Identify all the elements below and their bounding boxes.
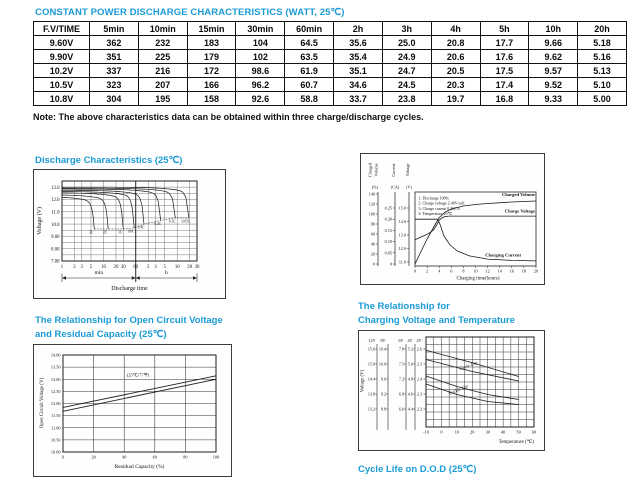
svg-text:1C: 1C — [118, 230, 123, 235]
column-header: 5h — [480, 22, 529, 36]
svg-text:7.2: 7.2 — [398, 376, 404, 382]
value-cell: 323 — [90, 78, 139, 92]
svg-text:3C: 3C — [89, 230, 94, 235]
value-cell: 34.6 — [334, 78, 383, 92]
svg-text:0.25: 0.25 — [384, 205, 392, 211]
svg-text:2.3: 2.3 — [416, 391, 422, 397]
svg-text:18: 18 — [521, 268, 526, 274]
svg-text:20: 20 — [187, 265, 193, 270]
svg-text:11.0: 11.0 — [51, 210, 60, 216]
svg-text:80: 80 — [370, 221, 375, 227]
svg-text:13.0: 13.0 — [51, 185, 60, 191]
svg-text:60: 60 — [531, 429, 537, 435]
discharge-characteristics-chart — [33, 169, 226, 299]
svg-text:5: 5 — [89, 265, 93, 270]
svg-text:Voltage (V): Voltage (V) — [360, 369, 366, 393]
svg-text:2.2: 2.2 — [416, 406, 422, 412]
svg-text:5.2: 5.2 — [407, 346, 413, 352]
column-header: 15min — [187, 22, 236, 36]
value-cell: 304 — [90, 92, 139, 106]
ocv-chart-title-line2: and Residual Capacity (25℃) — [35, 329, 167, 340]
svg-text:8.00: 8.00 — [51, 247, 60, 253]
svg-text:14.00: 14.00 — [50, 352, 61, 358]
svg-text:Residual Capacity (%): Residual Capacity (%) — [114, 464, 165, 470]
value-cell: 60.7 — [285, 78, 334, 92]
value-cell: 16.8 — [480, 92, 529, 106]
svg-text:14: 14 — [497, 268, 502, 274]
value-cell: 58.8 — [285, 92, 334, 106]
svg-text:-10: -10 — [423, 429, 429, 435]
svg-text:20: 20 — [91, 454, 96, 460]
svg-text:h: h — [164, 270, 168, 276]
svg-text:10.50: 10.50 — [50, 437, 61, 443]
column-header: F.V/TIME — [34, 22, 90, 36]
svg-text:2V: 2V — [416, 338, 422, 343]
svg-text:100: 100 — [212, 454, 220, 460]
svg-text:12.00: 12.00 — [50, 401, 61, 406]
svg-text:12.0: 12.0 — [51, 198, 60, 204]
temp-chart-svg — [359, 331, 544, 450]
svg-text:7.8: 7.8 — [398, 346, 404, 352]
svg-text:0: 0 — [413, 268, 417, 274]
svg-text:0.1C: 0.1C — [168, 219, 176, 224]
svg-text:14.0: 14.0 — [398, 219, 406, 224]
value-cell: 17.5 — [480, 64, 529, 78]
svg-text:0.2C: 0.2C — [154, 221, 162, 226]
value-cell: 61.9 — [285, 64, 334, 78]
svg-text:Temperature (℃): Temperature (℃) — [498, 440, 534, 445]
svg-text:4.6: 4.6 — [407, 391, 413, 397]
svg-text:12: 12 — [485, 268, 490, 274]
svg-text:9.6: 9.6 — [380, 376, 386, 382]
cycle-life-title: Cycle Life on D.O.D (25℃) — [358, 464, 477, 475]
svg-text:0.15: 0.15 — [384, 227, 392, 233]
svg-text:13.50: 13.50 — [50, 364, 61, 370]
value-cell: 92.6 — [236, 92, 285, 106]
svg-text:Volume: Volume — [373, 163, 379, 177]
value-cell: 19.7 — [431, 92, 480, 106]
value-cell: 20.5 — [431, 64, 480, 78]
ocv-chart-svg — [34, 345, 231, 476]
column-header: 10min — [138, 22, 187, 36]
svg-text:10: 10 — [473, 268, 478, 274]
value-cell: 5.13 — [578, 64, 627, 78]
svg-text:0.20: 0.20 — [384, 216, 392, 222]
value-cell: 64.5 — [285, 36, 334, 50]
svg-text:9.2: 9.2 — [380, 391, 386, 397]
svg-text:13.8: 13.8 — [367, 391, 375, 397]
svg-text:0.10: 0.10 — [384, 239, 392, 245]
column-header: 5min — [90, 22, 139, 36]
table-row — [34, 92, 627, 106]
discharge-chart-title: Discharge Characteristics (25℃) — [35, 155, 183, 166]
row-header-cell: 10.8V — [34, 92, 90, 106]
svg-text:11.00: 11.00 — [50, 425, 61, 431]
column-header: 30min — [236, 22, 285, 36]
value-cell: 216 — [138, 64, 187, 78]
value-cell: 20.3 — [431, 78, 480, 92]
svg-text:7.5: 7.5 — [398, 361, 404, 367]
svg-text:Charge Voltage: Charge Voltage — [504, 208, 535, 214]
value-cell: 35.6 — [334, 36, 383, 50]
value-cell: 17.7 — [480, 36, 529, 50]
value-cell: 63.5 — [285, 50, 334, 64]
svg-text:0.6C: 0.6C — [127, 229, 135, 234]
svg-text:Charging time(hours): Charging time(hours) — [456, 276, 500, 282]
svg-text:3: 3 — [80, 265, 83, 270]
value-cell: 102 — [236, 50, 285, 64]
svg-text:20: 20 — [370, 251, 375, 257]
row-header-cell: 10.2V — [34, 64, 90, 78]
svg-text:40: 40 — [122, 454, 127, 460]
row-header-cell: 9.90V — [34, 50, 90, 64]
value-cell: 5.16 — [578, 50, 627, 64]
value-cell: 9.62 — [529, 50, 578, 64]
table-body — [34, 36, 627, 106]
charging-characteristics-chart — [360, 153, 545, 285]
value-cell: 20.8 — [431, 36, 480, 50]
svg-text:60: 60 — [133, 265, 139, 270]
value-cell: 24.5 — [382, 78, 431, 92]
svg-text:13.0: 13.0 — [398, 232, 406, 238]
svg-text:2.4: 2.4 — [416, 376, 422, 382]
value-cell: 195 — [138, 92, 187, 106]
svg-text:11.0: 11.0 — [398, 259, 406, 265]
svg-text:10: 10 — [174, 265, 180, 270]
value-cell: 232 — [138, 36, 187, 50]
svg-text:10.0: 10.0 — [51, 222, 60, 228]
svg-text:2.5: 2.5 — [416, 361, 422, 367]
svg-text:Voltage (V): Voltage (V) — [37, 206, 43, 236]
svg-text:50: 50 — [516, 429, 521, 435]
value-cell: 35.4 — [334, 50, 383, 64]
svg-text:16: 16 — [509, 268, 514, 274]
svg-text:2. Charge voltage 2.40V/cell: 2. Charge voltage 2.40V/cell — [418, 200, 465, 206]
svg-text:Charging Current: Charging Current — [485, 252, 521, 258]
value-cell: 166 — [187, 78, 236, 92]
column-header: 4h — [431, 22, 480, 36]
value-cell: 9.52 — [529, 78, 578, 92]
svg-text:(CA): (CA) — [390, 184, 400, 190]
value-cell: 179 — [187, 50, 236, 64]
svg-text:0: 0 — [389, 261, 392, 267]
discharge-chart-svg — [34, 170, 225, 298]
ocv-chart-title-line1: The Relationship for Open Circuit Voltage — [35, 315, 223, 326]
svg-text:8: 8 — [462, 268, 465, 274]
svg-text:(V): (V) — [406, 184, 412, 190]
svg-text:4.4: 4.4 — [407, 406, 413, 412]
value-cell: 158 — [187, 92, 236, 106]
svg-text:13.2: 13.2 — [367, 406, 375, 412]
value-cell: 98.6 — [236, 64, 285, 78]
temp-chart-title-line2: Charging Voltage and Temperature — [358, 315, 515, 326]
value-cell: 5.00 — [578, 92, 627, 106]
temp-chart-title-line1: The Relationship for — [358, 301, 450, 312]
table-row — [34, 78, 627, 92]
svg-text:100: 100 — [368, 211, 375, 217]
svg-text:6V: 6V — [398, 338, 404, 343]
svg-text:2: 2 — [426, 268, 429, 274]
table-head — [34, 22, 627, 36]
svg-text:10.0: 10.0 — [378, 361, 386, 367]
value-cell: 5.18 — [578, 36, 627, 50]
value-cell: 5.10 — [578, 78, 627, 92]
value-cell: 24.9 — [382, 50, 431, 64]
svg-text:1: 1 — [60, 265, 64, 270]
table-row — [34, 36, 627, 50]
charging-voltage-temperature-chart — [358, 330, 545, 451]
svg-text:30: 30 — [485, 429, 490, 435]
svg-text:(25℃/77℉): (25℃/77℉) — [126, 372, 150, 378]
svg-text:15.6: 15.6 — [367, 346, 375, 352]
value-cell: 35.1 — [334, 64, 383, 78]
svg-text:4.8: 4.8 — [407, 376, 413, 382]
svg-text:Voltage: Voltage — [405, 163, 410, 177]
svg-text:min: min — [94, 270, 104, 276]
svg-text:9.00: 9.00 — [51, 235, 60, 241]
svg-text:(%): (%) — [371, 184, 379, 190]
value-cell: 104 — [236, 36, 285, 50]
svg-text:11.50: 11.50 — [50, 413, 61, 419]
svg-text:20: 20 — [113, 265, 119, 270]
grid — [426, 337, 534, 427]
svg-text:8.8: 8.8 — [380, 406, 386, 412]
row-header-cell: 10.5V — [34, 78, 90, 92]
svg-text:0.05: 0.05 — [384, 250, 392, 256]
svg-text:Trickle Use: Trickle Use — [447, 383, 470, 397]
value-cell: 9.66 — [529, 36, 578, 50]
svg-text:10: 10 — [454, 429, 460, 435]
svg-text:0: 0 — [61, 454, 65, 460]
value-cell: 17.4 — [480, 78, 529, 92]
svg-text:12.50: 12.50 — [50, 388, 61, 394]
svg-text:40: 40 — [370, 241, 375, 247]
svg-text:0.4C: 0.4C — [137, 225, 145, 230]
svg-text:3: 3 — [154, 265, 157, 270]
charging-chart-svg — [361, 154, 544, 284]
column-header: 3h — [382, 22, 431, 36]
svg-text:6: 6 — [450, 268, 453, 274]
page-title: CONSTANT POWER DISCHARGE CHARACTERISTICS (WATT, 25℃) — [35, 7, 345, 18]
svg-text:2.6: 2.6 — [416, 346, 422, 352]
table-note: Note: The above characteristics data can be obtained within three charge/discharge cycles. — [33, 112, 424, 122]
svg-text:1. Discharge 100%: 1. Discharge 100% — [418, 195, 449, 201]
svg-text:15.0: 15.0 — [367, 361, 375, 367]
column-header: 20h — [578, 22, 627, 36]
value-cell: 9.57 — [529, 64, 578, 78]
svg-text:Current: Current — [391, 163, 396, 177]
row-header-cell: 9.60V — [34, 36, 90, 50]
svg-text:Charged: Charged — [367, 162, 373, 178]
svg-text:6.9: 6.9 — [398, 391, 404, 397]
value-cell: 337 — [90, 64, 139, 78]
column-header: 2h — [334, 22, 383, 36]
svg-text:13.00: 13.00 — [50, 376, 61, 382]
svg-text:5.0: 5.0 — [407, 361, 413, 367]
svg-text:60: 60 — [152, 454, 157, 460]
value-cell: 23.8 — [382, 92, 431, 106]
svg-text:4. Temperature 25℃: 4. Temperature 25℃ — [418, 211, 453, 217]
svg-text:10: 10 — [101, 265, 106, 270]
svg-text:Open Circuit Voltage (V): Open Circuit Voltage (V) — [40, 377, 45, 429]
svg-text:120: 120 — [368, 201, 375, 207]
svg-text:30: 30 — [120, 265, 126, 270]
grid — [63, 355, 216, 452]
svg-text:2: 2 — [73, 265, 76, 270]
value-cell: 33.7 — [334, 92, 383, 106]
svg-text:4V: 4V — [407, 338, 413, 343]
value-cell: 207 — [138, 78, 187, 92]
svg-text:140: 140 — [368, 191, 375, 197]
svg-text:0: 0 — [372, 261, 375, 267]
svg-text:4: 4 — [438, 268, 441, 274]
value-cell: 9.33 — [529, 92, 578, 106]
svg-text:20: 20 — [533, 268, 539, 274]
svg-text:14.4: 14.4 — [367, 376, 375, 382]
svg-text:Cycle Use: Cycle Use — [458, 360, 479, 372]
table-row — [34, 64, 627, 78]
svg-text:12.0: 12.0 — [398, 246, 406, 251]
svg-text:8V: 8V — [380, 338, 386, 343]
svg-text:7.00: 7.00 — [51, 259, 60, 265]
svg-text:30: 30 — [194, 265, 200, 270]
svg-text:15.0: 15.0 — [398, 205, 406, 211]
table-header-row — [34, 22, 627, 36]
svg-text:5: 5 — [163, 265, 166, 270]
svg-text:20: 20 — [470, 429, 475, 435]
value-cell: 25.0 — [382, 36, 431, 50]
svg-text:12V: 12V — [368, 338, 376, 343]
value-cell: 172 — [187, 64, 236, 78]
svg-text:6.6: 6.6 — [398, 406, 404, 412]
svg-text:3. Charge current 0.20CA: 3. Charge current 0.20CA — [418, 205, 460, 211]
svg-text:Charged Volume: Charged Volume — [501, 192, 535, 197]
value-cell: 225 — [138, 50, 187, 64]
value-cell: 17.6 — [480, 50, 529, 64]
value-cell: 24.7 — [382, 64, 431, 78]
svg-text:Discharge time: Discharge time — [111, 286, 148, 292]
svg-text:60: 60 — [370, 231, 375, 237]
svg-text:40: 40 — [500, 429, 506, 435]
svg-text:10.4: 10.4 — [378, 346, 386, 352]
ocv-residual-capacity-chart — [33, 344, 232, 477]
svg-text:10.00: 10.00 — [50, 449, 61, 455]
table-row — [34, 50, 627, 64]
value-cell: 96.2 — [236, 78, 285, 92]
svg-text:80: 80 — [183, 454, 188, 460]
column-header: 60min — [285, 22, 334, 36]
svg-text:0.05C: 0.05C — [181, 219, 191, 224]
svg-text:2: 2 — [147, 265, 150, 270]
value-cell: 362 — [90, 36, 139, 50]
value-cell: 183 — [187, 36, 236, 50]
value-cell: 351 — [90, 50, 139, 64]
svg-text:2C: 2C — [103, 230, 108, 235]
column-header: 10h — [529, 22, 578, 36]
value-cell: 20.6 — [431, 50, 480, 64]
constant-power-table — [33, 21, 627, 106]
svg-text:0: 0 — [440, 429, 443, 435]
